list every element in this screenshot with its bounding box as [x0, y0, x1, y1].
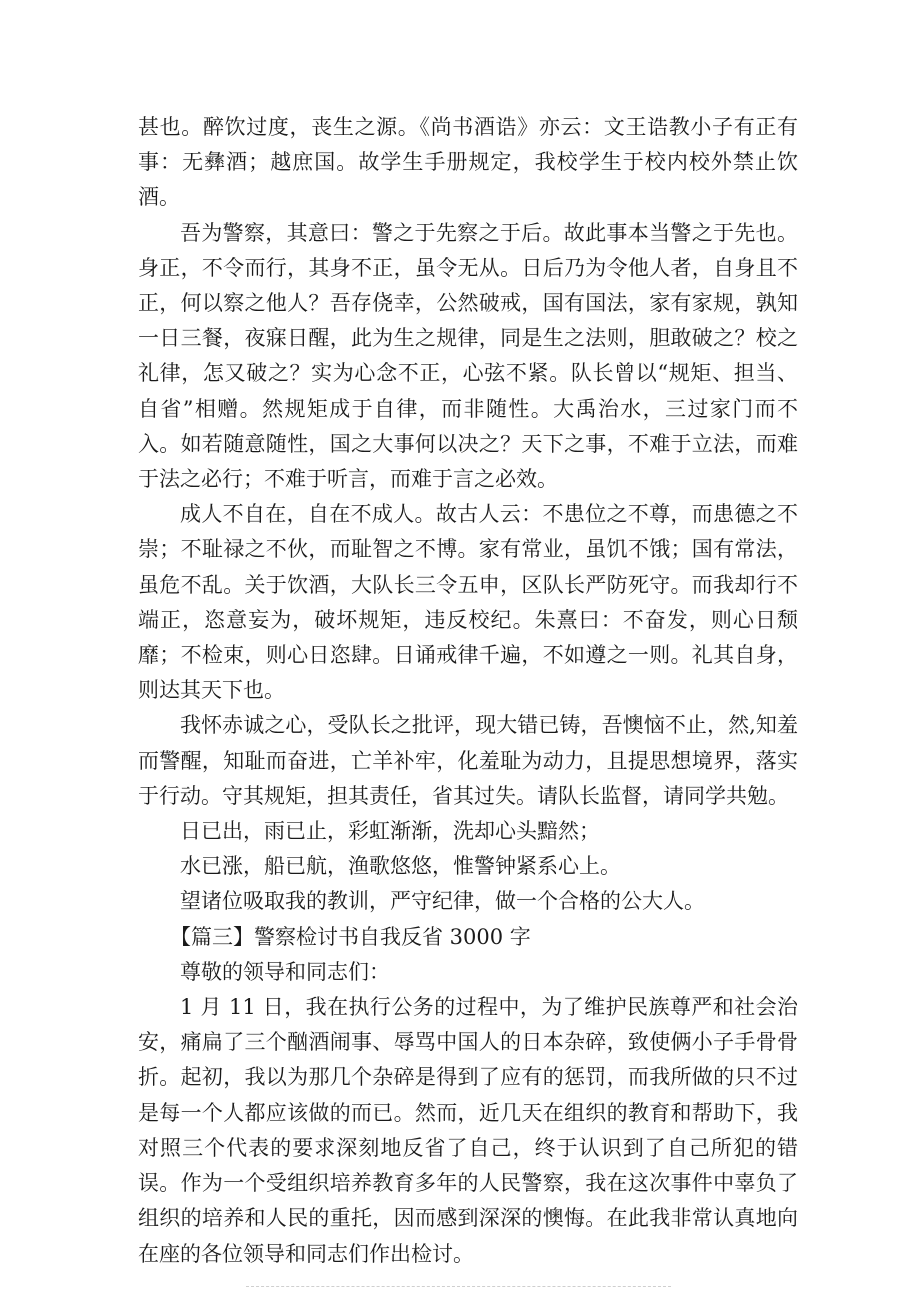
- paragraph-resolution: 我怀赤诚之心，受队长之批评，现大错已铸，吾懊恼不止，然,知羞而警醒，知耻而奋进，亡羊补牢，化羞耻为动力，且提思想境界，落实于行动。守其规矩，担其责任，省其过失。请队长监督，请同学共勉。: [138, 713, 798, 808]
- section-heading: 【篇三】警察检讨书自我反省 3000 字: [170, 924, 531, 949]
- salutation: 尊敬的领导和同志们：: [180, 959, 390, 984]
- paragraph-self-discipline: 成人不自在，自在不成人。故古人云：不患位之不尊，而患德之不崇；不耻禄之不伙，而耻智之不博。家有常业，虽饥不饿；国有常法，虽危不乱。关于饮酒，大队长三令五申，区队长严防死守。而我却行不端正，恣意妄为，破坏规矩，违反校纪。朱熹曰：不奋发，则心日颓靡；不检束，则心日恣肆。日诵戒律千遍，不如遵之一则。礼其自身，则达其天下也。: [138, 502, 798, 703]
- document-body: [138, 110, 798, 1272]
- paragraph-closing: 望诸位吸取我的教训，严守纪律，做一个合格的公大人。: [180, 889, 705, 914]
- paragraph-police-duty: 吾为警察，其意曰：警之于先察之于后。故此事本当警之于先也。身正，不令而行，其身不正，虽令无从。日后乃为令他人者，自身且不正，何以察之他人？吾存侥幸，公然破戒，国有国法，家有家规，孰知一日三餐，夜寐日醒，此为生之规律，同是生之法则，胆敢破之？校之礼律，怎又破之？实为心念不正，心弦不紧。队长曾以“规矩、担当、自省”相赠。然规矩成于自律，而非随性。大禹治水，三过家门而不入。如若随意随性，国之大事何以决之？天下之事，不难于立法，而难于法之必行；不难于听言，而难于言之必效。: [138, 220, 798, 492]
- verse-line-2: 水已涨，船已航，渔歌悠悠，惟警钟紧系心上。: [180, 854, 621, 879]
- verse-line-1: 日已出，雨已止，彩虹渐渐，洗却心头黯然；: [180, 819, 600, 844]
- paragraph-continuation: 甚也。醉饮过度，丧生之源。《尚书酒诰》亦云：文王诰教小子有正有事：无彝酒；越庶国。故学生手册规定，我校学生于校内校外禁止饮酒。: [138, 115, 798, 210]
- footer-divider: [246, 1286, 671, 1287]
- paragraph-incident: 1 月 11 日，我在执行公务的过程中，为了维护民族尊严和社会治安，痛扁了三个酗酒闹事、辱骂中国人的日本杂碎，致使俩小子手骨骨折。起初，我以为那几个杂碎是得到了应有的惩罚，而我所做的只不过是每一个人都应该做的而已。然而，近几天在组织的教育和帮助下，我对照三个代表的要求深刻地反省了自己，终于认识到了自己所犯的错误。作为一个受组织培养教育多年的人民警察，我在这次事件中辜负了组织的培养和人民的重托，因而感到深深的懊悔。在此我非常认真地向在座的各位领导和同志们作出检讨。: [138, 995, 798, 1266]
